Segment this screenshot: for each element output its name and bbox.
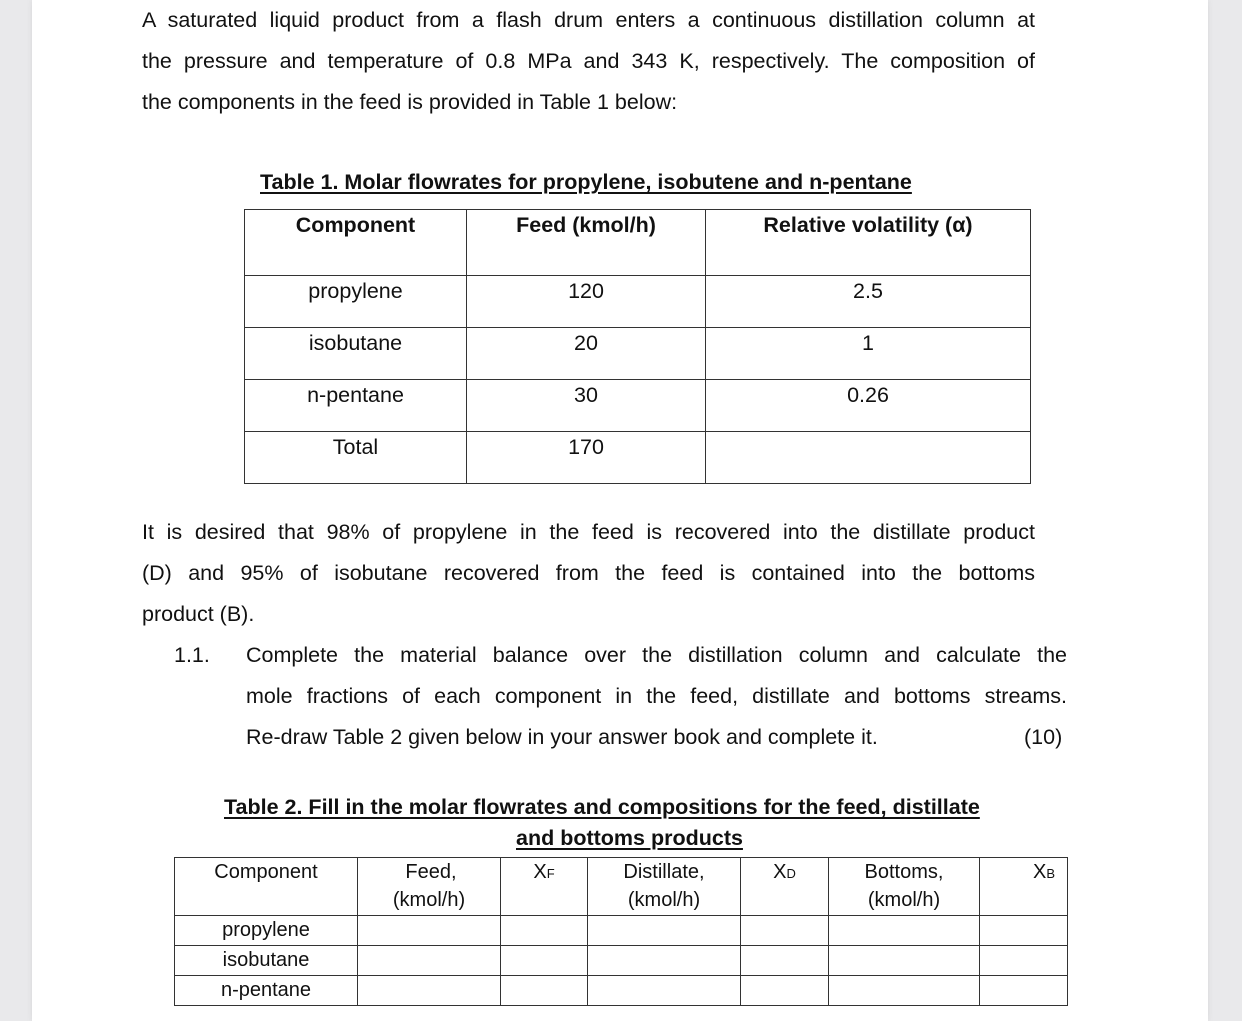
table1-header-volatility: Relative volatility (α)	[706, 210, 1031, 276]
table1-cell: propylene	[245, 276, 467, 328]
recovery-line: It is desired that 98% of propylene in the feed is recovered into the distillate product	[142, 520, 1035, 544]
table1-cell: 120	[467, 276, 706, 328]
header-label: Feed,	[405, 861, 457, 883]
header-unit: (kmol/h)	[867, 889, 941, 911]
header-subscript: F	[546, 866, 555, 881]
table1-header-row	[245, 210, 1031, 276]
table2-header-row	[175, 858, 1068, 916]
table1-cell: 170	[467, 432, 706, 484]
table2-empty-cell[interactable]	[358, 976, 501, 1006]
intro-line: the components in the feed is provided in Table 1 below:	[142, 90, 678, 114]
table1-header-feed: Feed (kmol/h)	[467, 210, 706, 276]
recovery-paragraph	[142, 512, 1035, 635]
table2-header-component	[175, 858, 358, 916]
table2-component-cell: isobutane	[175, 946, 358, 976]
table2-empty-cell[interactable]	[829, 916, 980, 946]
table2-empty-cell[interactable]	[358, 946, 501, 976]
table1-header-component: Component	[245, 210, 467, 276]
header-subscript: B	[1046, 866, 1055, 881]
table2-empty-cell[interactable]	[741, 976, 829, 1006]
table2-empty-cell[interactable]	[501, 946, 588, 976]
header-subscript: D	[786, 866, 796, 881]
table-row	[175, 946, 1068, 976]
header-label: Component	[214, 861, 318, 883]
table2-header-xf	[501, 858, 588, 916]
recovery-line: (D) and 95% of isobutane recovered from the feed is contained into the bottoms	[142, 561, 1035, 585]
table2-empty-cell[interactable]	[980, 946, 1068, 976]
table2-header-xb	[980, 858, 1068, 916]
table-row	[245, 328, 1031, 380]
table2-empty-cell[interactable]	[501, 976, 588, 1006]
table2-caption-line1: Table 2. Fill in the molar flowrates and compositions for the feed, distillate	[224, 795, 980, 819]
table2-caption-line2: and bottoms products	[516, 826, 743, 850]
table2-header-xd	[741, 858, 829, 916]
question-text	[246, 635, 1067, 758]
question-line: Complete the material balance over the distillation column and calculate the	[246, 643, 1067, 667]
header-label: X	[1032, 861, 1047, 883]
table2-empty-cell[interactable]	[588, 976, 741, 1006]
question-marks: (10)	[1024, 725, 1063, 749]
table1-cell: 0.26	[706, 380, 1031, 432]
table1-cell: Total	[245, 432, 467, 484]
table1-cell: 2.5	[706, 276, 1031, 328]
intro-line: A saturated liquid product from a flash drum enters a continuous distillation column at	[142, 8, 1035, 32]
table2-empty-cell[interactable]	[741, 946, 829, 976]
question-line: Re-draw Table 2 given below in your answer book and complete it.	[246, 725, 878, 749]
table2-empty-cell[interactable]	[980, 916, 1068, 946]
table2-empty-cell[interactable]	[980, 976, 1068, 1006]
recovery-line: product (B).	[142, 602, 255, 626]
table2-empty-cell[interactable]	[829, 976, 980, 1006]
table-row	[245, 380, 1031, 432]
table2-header-distillate	[588, 858, 741, 916]
header-label: X	[773, 861, 787, 883]
question-line: mole fractions of each component in the feed, distillate and bottoms streams.	[246, 684, 1067, 708]
table-row	[245, 276, 1031, 328]
table-row	[175, 916, 1068, 946]
table2-empty-cell[interactable]	[741, 916, 829, 946]
header-unit: (kmol/h)	[627, 889, 701, 911]
table2-empty-cell[interactable]	[588, 946, 741, 976]
table1-cell	[706, 432, 1031, 484]
intro-paragraph	[142, 0, 1035, 123]
header-label: X	[533, 861, 547, 883]
table1-cell: 20	[467, 328, 706, 380]
question-number: 1.1.	[174, 643, 210, 667]
table2-empty-cell[interactable]	[588, 916, 741, 946]
table2-empty-cell[interactable]	[501, 916, 588, 946]
header-label: Distillate,	[623, 861, 705, 883]
table2-component-cell: n-pentane	[175, 976, 358, 1006]
header-unit: (kmol/h)	[392, 889, 466, 911]
table2-component-cell: propylene	[175, 916, 358, 946]
table2	[174, 857, 1068, 1006]
table-row	[175, 976, 1068, 1006]
table-row	[245, 432, 1031, 484]
table1-cell: 1	[706, 328, 1031, 380]
table1-cell: isobutane	[245, 328, 467, 380]
table1-cell: n-pentane	[245, 380, 467, 432]
table2-empty-cell[interactable]	[829, 946, 980, 976]
intro-line: the pressure and temperature of 0.8 MPa and 343 K, respectively. The composition of	[142, 49, 1035, 73]
table1-cell: 30	[467, 380, 706, 432]
header-label: Bottoms,	[864, 861, 944, 883]
table2-empty-cell[interactable]	[358, 916, 501, 946]
table1	[244, 209, 1031, 484]
table1-caption: Table 1. Molar flowrates for propylene, isobutene and n-pentane	[260, 170, 912, 194]
table2-header-feed	[358, 858, 501, 916]
table2-header-bottoms	[829, 858, 980, 916]
